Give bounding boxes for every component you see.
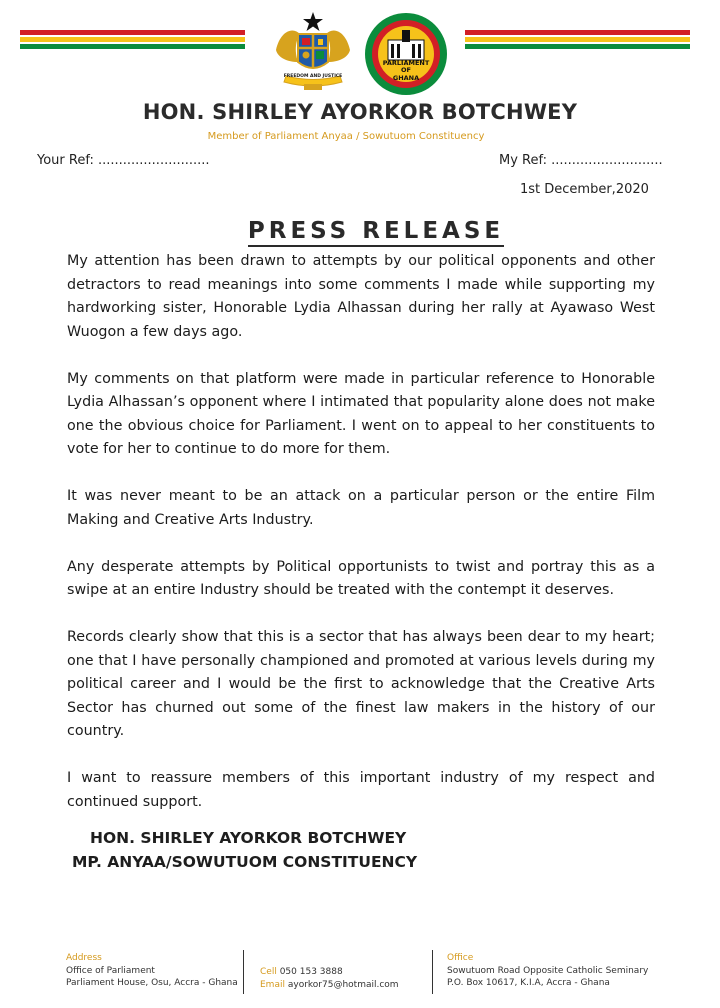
paragraph: It was never meant to be an attack on a particular person or the entire Film Making and Creative Arts Industry. (67, 488, 655, 528)
signature-block (72, 826, 417, 874)
my-ref: My Ref: ........................... (499, 153, 663, 168)
letterhead-subtitle: Member of Parliament Anyaa / Sowutuom Constituency (207, 131, 485, 142)
flag-stripe-left (20, 30, 245, 49)
paragraph: Any desperate attempts by Political opportunists to twist and portray this as a swipe at an entire Industry should be treated with the contempt it deserves. (67, 558, 655, 598)
footer-address (66, 952, 238, 990)
flag-stripe-right (465, 30, 690, 49)
seal-text: PARLIAMENT OF GHANA (382, 59, 430, 82)
paragraph: I want to reassure members of this important industry of my respect and continued support. (67, 770, 655, 810)
document-body (67, 250, 655, 838)
office-label: Office (447, 953, 474, 963)
paragraph: Records clearly show that this is a sector that has always been dear to my heart; one that I have personally championed and promoted at various levels during my political career and I would be the first to acknowledge that the Creative Arts Sector has churned out some of the finest law makers in the history of our country. (67, 629, 655, 739)
email-value: ayorkor75@hotmail.com (287, 979, 399, 990)
footer-divider (432, 950, 433, 994)
footer-divider (243, 950, 244, 994)
address-line-1: Office of Parliament (66, 965, 155, 976)
cell-value: 050 153 3888 (279, 967, 343, 977)
address-label: Address (66, 953, 102, 963)
coat-motto: FREEDOM AND JUSTICE (283, 74, 343, 79)
signature-name: HON. SHIRLEY AYORKOR BOTCHWEY (90, 829, 407, 847)
footer-contact (260, 966, 399, 991)
press-release-heading: PRESS RELEASE (248, 218, 504, 247)
footer-office (447, 952, 648, 990)
office-line-2: P.O. Box 10617, K.I.A, Accra - Ghana (447, 978, 610, 988)
cell-label: Cell (260, 967, 277, 977)
your-ref: Your Ref: ........................... (37, 153, 210, 168)
email-label: Email (260, 979, 285, 990)
signature-title: MP. ANYAA/SOWUTUOM CONSTITUENCY (72, 853, 418, 871)
paragraph: My comments on that platform were made in particular reference to Honorable Lydia Alhassan’s opponent where I intimated that popularity alone does not make one the obvious choice for Parliament. I went on to appeal to her constituents to vote for her to continue to do more for them. (67, 370, 655, 457)
paragraph: My attention has been drawn to attempts by our political opponents and other detractors to read meanings into some comments I made while supporting my hardworking sister, Honorable Lydia Alhassan during her rally at Ayawaso West Wuogon a few days ago. (67, 253, 655, 340)
ghana-coat-of-arms-icon (270, 10, 356, 92)
letterhead-name: HON. SHIRLEY AYORKOR BOTCHWEY (142, 100, 578, 124)
document-heading (0, 218, 720, 244)
address-line-2: Parliament House, Osu, Accra - Ghana (66, 978, 238, 988)
parliament-seal-icon (364, 12, 448, 96)
office-line-1: Sowutuom Road Opposite Catholic Seminary (447, 965, 649, 976)
letter-date: 1st December,2020 (520, 182, 649, 197)
